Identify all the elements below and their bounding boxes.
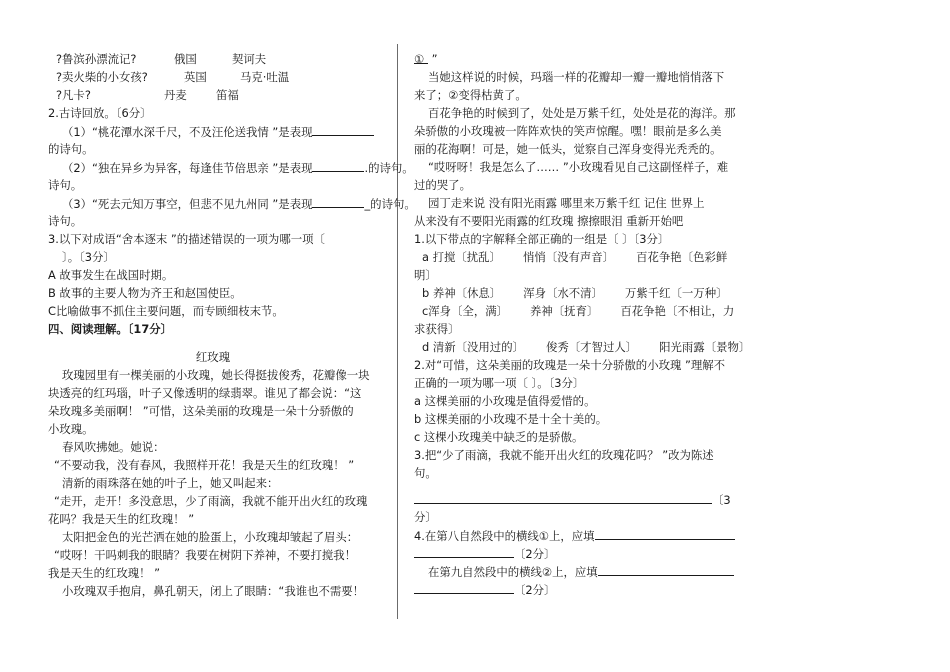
q2-item-tail: .的诗句。	[364, 161, 414, 175]
book-matching-list	[48, 50, 378, 104]
rq3-line1: 3.把“少了雨滴，我就不能开出火红的玫瑰花吗？ ”改为陈述	[414, 448, 714, 462]
q2-item-line	[48, 158, 414, 176]
rq1-option-row	[414, 284, 744, 302]
q2-item-text: （2）“独在异乡为异客，每逢佳节倍思亲 ”是表现	[62, 161, 313, 175]
story-line: 朵骄傲的小玫瑰被一阵阵欢快的笑声惊醒。嘿！眼前是多么美	[414, 124, 722, 138]
book-country: 丹麦	[164, 88, 187, 102]
book-author: 马克·吐温	[240, 70, 290, 84]
q2-item-blank[interactable]	[312, 158, 364, 172]
rq2-line1: 2.对“可惜，这朵美丽的玫瑰是一朵十分骄傲的小玫瑰 ”理解不	[414, 358, 726, 372]
rq4-score-1: 〔2分〕	[514, 547, 556, 561]
story-line: 清新的雨珠落在她的叶子上，她又叫起来：	[62, 476, 279, 490]
rq4-blank-2b[interactable]	[414, 580, 514, 594]
rq1-option-row	[414, 302, 744, 320]
rq1-options	[414, 248, 751, 356]
q3-line2: 〕。〔3分〕	[62, 250, 115, 264]
book-row	[48, 50, 378, 68]
blank-1-mark[interactable]: ①	[414, 50, 428, 64]
rq4-line2: 在第九自然段中的横线②上，应填	[428, 565, 598, 579]
q2-items	[48, 122, 416, 230]
q2-item-text: （1）“桃花潭水深千尺，不及汪伦送我情 ”是表现	[62, 125, 313, 139]
story-line: 园丁走来说 没有阳光雨露 哪里来万紫千红 记住 世界上	[428, 196, 705, 210]
story-line: 从来没有不要阳光雨露的红玫瑰 擦擦眼泪 重新开始吧	[414, 214, 684, 228]
q2-item-line	[48, 194, 416, 212]
book-country: 俄国	[174, 52, 197, 66]
book-title: ?卖火柴的小女孩?	[56, 70, 148, 84]
blank-1-line	[414, 50, 744, 68]
book-author: 笛福	[216, 88, 239, 102]
story-line: 太阳把金色的光芒洒在她的脸蛋上，小玫瑰却皱起了眉头：	[62, 530, 359, 544]
rq3-answer-blank[interactable]	[414, 490, 712, 504]
rq4-blank-1b[interactable]	[414, 544, 514, 558]
story-p1-line1: 当她这样说的时候，玛瑙一样的花瓣却一瓣一瓣地悄悄落下	[428, 70, 725, 84]
column-divider	[397, 44, 398, 619]
book-title: ?凡卡?	[56, 88, 91, 102]
story-title: 红玫瑰	[195, 350, 231, 364]
story-line: 我是天生的红玫瑰！ ”	[48, 566, 161, 580]
book-title: ?鲁滨孙漂流记?	[56, 52, 137, 66]
rq1-option-cell: a 打搅〔扰乱〕	[422, 250, 501, 264]
rq4-line1: 4.在第八自然段中的横线①上，应填	[414, 529, 595, 543]
rq2-line2: 正确的一项为哪一项〔 〕。〔3分〕	[414, 376, 585, 390]
right-column	[414, 50, 751, 598]
story-text-right	[414, 104, 744, 230]
rq1-option-cell: c浑身〔全，满〕	[422, 304, 508, 318]
book-author: 契诃夫	[232, 52, 267, 66]
rq4-line1-row2	[414, 544, 744, 562]
rq1-option-cell: 百花争艳〔不相让，力	[620, 304, 735, 318]
q2-item-end: 的诗句。	[48, 142, 94, 156]
q2-item-blank[interactable]	[312, 194, 364, 208]
rq4-line2-row	[414, 562, 744, 580]
story-line: “哎呀！干吗刺我的眼睛？我要在树阴下养神，不要打搅我！	[54, 548, 357, 562]
q3-option-a: A 故事发生在战国时期。	[48, 268, 174, 282]
rq1-option-cell: 阳光雨露〔景物〕	[659, 340, 751, 354]
rq2-option-c: c 这棵小玫瑰美中缺乏的是骄傲。	[414, 430, 584, 444]
rq1-option-cell: 万紫千红〔一万种〕	[624, 286, 728, 300]
rq1-question: 1.以下带点的字解释全部正确的一组是〔 〕〔3分〕	[414, 232, 670, 246]
left-column	[48, 50, 416, 600]
story-line: 小玫瑰双手抱肩，鼻孔朝天，闭上了眼睛：“我谁也不需要！	[62, 584, 365, 598]
rq4-score-2: 〔2分〕	[514, 583, 556, 597]
rq3-score-2: 分〕	[414, 510, 437, 524]
rq1-option-cell: 百花争艳〔色彩鲜	[636, 250, 728, 264]
rq4-blank-1a[interactable]	[595, 526, 735, 540]
rq3-line2: 句。	[414, 466, 437, 480]
rq1-option-cell: 养神〔抚育〕	[530, 304, 599, 318]
story-p1-line2: 来了；②变得枯黄了。	[414, 88, 527, 102]
rq1-option-cell: 悄悄〔没有声音〕	[522, 250, 615, 264]
q2-item-tail: _的诗句。	[364, 197, 416, 211]
story-line: 花吗？我是天生的红玫瑰！ ”	[48, 512, 195, 526]
q2-item-wrap: 诗句。	[48, 214, 83, 228]
q3-line1: 3.以下对成语“舍本逐末 ”的描述错误的一项为哪一项〔	[48, 232, 325, 246]
rq1-option-cell: 浑身〔水不清〕	[523, 286, 603, 300]
rq2-option-b: b 这棵美丽的小玫瑰不是十全十美的。	[414, 412, 608, 426]
rq4-line1-row	[414, 526, 744, 544]
q2-item-line	[48, 122, 378, 140]
story-line: 百花争艳的时候到了，处处是万紫千红，处处是花的海洋。那	[428, 106, 736, 120]
story-line: “不要动我，没有春风，我照样开花！我是天生的红玫瑰！ ”	[54, 458, 355, 472]
rq1-option-cell: 俊秀〔才智过人〕	[545, 340, 638, 354]
blank-1-quote: ”	[428, 52, 438, 66]
q2-item-text: （3）“死去元知万事空，但悲不见九州同 ”是表现	[62, 197, 313, 211]
q2-title: 2.古诗回放。〔6分〕	[48, 106, 152, 120]
rq1-option-cell: b 养神〔休息〕	[422, 286, 502, 300]
story-line: 小玫瑰。	[48, 422, 94, 436]
story-line: 丽的花海啊！可是，她一低头，觉察自己浑身变得光秃秃的。	[414, 142, 722, 156]
q2-item-blank[interactable]	[312, 122, 374, 136]
q3-option-c: C比喻做事不抓住主要问题，而专顾细枝末节。	[48, 304, 284, 318]
story-line: 玫瑰园里有一棵美丽的小玫瑰，她长得挺拔俊秀，花瓣像一块	[62, 368, 370, 382]
rq4-line2-row2	[414, 580, 744, 598]
story-line: 块透亮的红玛瑙，叶子又像透明的绿翡翠。谁见了都会说：“这	[48, 386, 362, 400]
rq1-option-row	[414, 266, 744, 284]
rq1-option-cell: 求获得〕	[414, 322, 460, 336]
rq3-answer-line	[414, 490, 744, 508]
q2-item-wrap: 诗句。	[48, 178, 83, 192]
rq3-score-1: 〔3	[712, 493, 731, 507]
rq1-option-row	[414, 320, 744, 338]
book-row	[48, 68, 378, 86]
book-country: 英国	[184, 70, 207, 84]
book-row	[48, 86, 378, 104]
rq1-option-row	[414, 248, 744, 266]
story-line: “走开，走开！多没意思，少了雨滴，我就不能开出火红的玫瑰	[54, 494, 368, 508]
rq1-option-cell: d 清新〔没用过的〕	[422, 340, 524, 354]
q3-option-b: B 故事的主要人物为齐王和赵国使臣。	[48, 286, 242, 300]
story-line: 春风吹拂她。她说：	[62, 440, 165, 454]
rq2-option-a: a 这棵美丽的小玫瑰是值得爱惜的。	[414, 394, 596, 408]
story-line: 朵玫瑰多美丽啊！ ”可惜，这朵美丽的玫瑰是一朵十分骄傲的	[48, 404, 354, 418]
rq4-blank-2a[interactable]	[598, 562, 734, 576]
section-4-heading: 四、阅读理解。〔17分〕	[48, 322, 173, 336]
story-text-left	[48, 366, 378, 600]
rq1-option-row	[414, 338, 751, 356]
story-line: 过的哭了。	[414, 178, 471, 192]
rq1-option-cell: 明〕	[414, 268, 437, 282]
story-line: “哎呀呀！我是怎么了…… ”小玫瑰看见自己这副怪样子，难	[428, 160, 729, 174]
